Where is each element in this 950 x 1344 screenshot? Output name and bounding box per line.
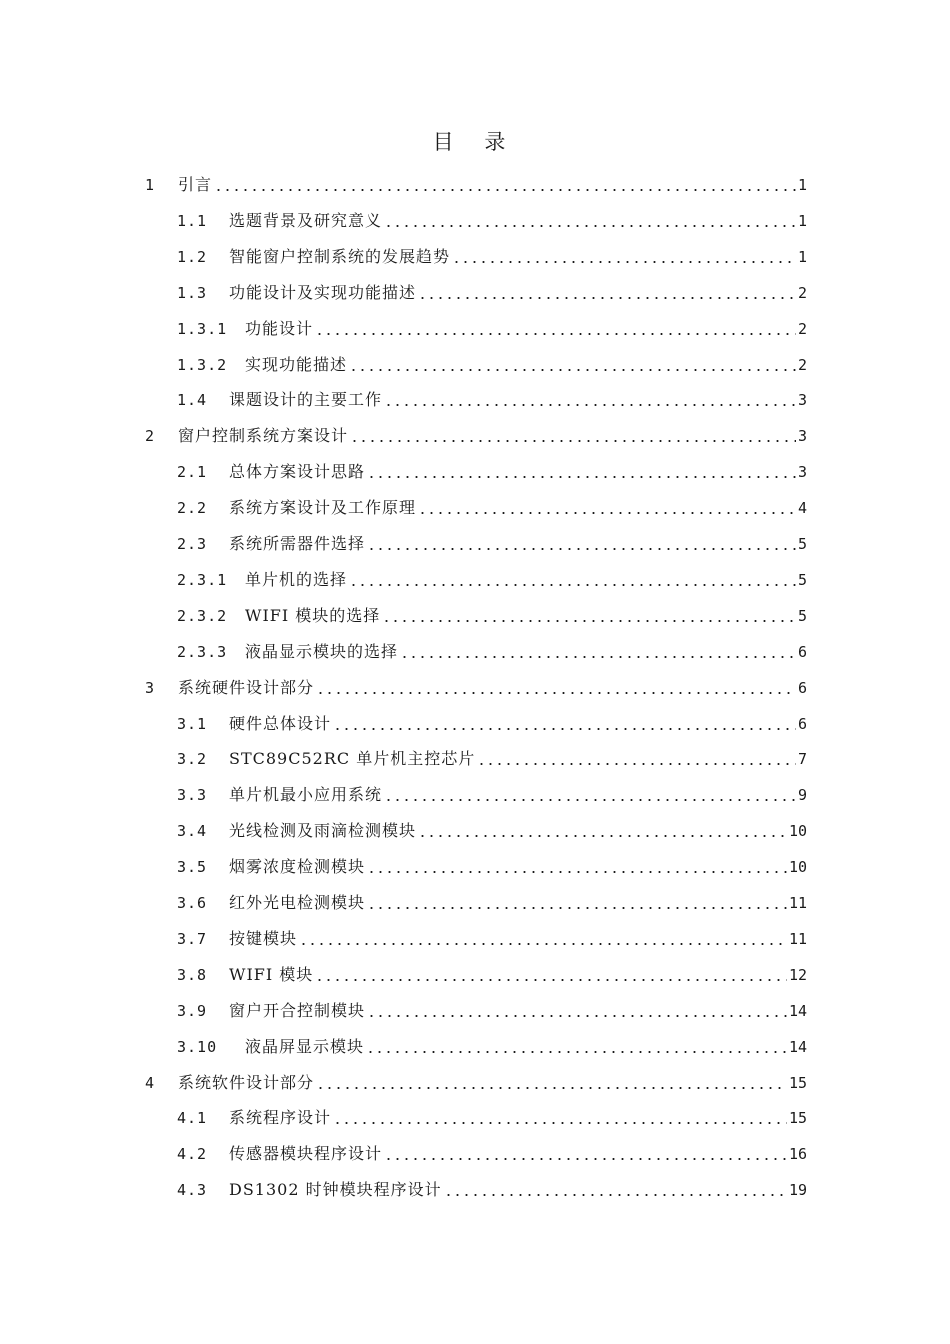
toc-dot-leader [452,260,796,264]
toc-dot-leader [316,691,796,695]
toc-entry-number: 2 [145,427,156,446]
toc-entry-title: 窗户控制系统方案设计 [178,426,349,446]
toc-dot-leader [384,1157,787,1161]
toc-entry-number: 1.4 [177,391,208,410]
toc-entry-page-number: 6 [797,642,807,661]
toc-entry-title: 硬件总体设计 [229,713,332,733]
toc-entry-title: 系统所需器件选择 [229,534,366,553]
toc-dot-leader [382,619,796,623]
toc-dot-leader [400,655,796,659]
toc-dot-leader [418,834,787,838]
toc-entry-page-number: 9 [797,786,807,805]
toc-entry-title: 引言 [178,175,213,194]
toc-entry[interactable] [177,489,807,519]
toc-entry-page-number: 15 [788,1109,807,1128]
toc-entry-number: 1.3 [177,283,208,302]
toc-entry-number: 3.7 [177,929,208,948]
toc-entry-page-number: 3 [797,391,807,410]
toc-entry-page-number: 10 [788,858,807,877]
toc-entry-title: 系统软件设计部分 [178,1072,315,1092]
toc-entry-title: 液晶屏显示模块 [245,1036,365,1056]
toc-entry[interactable] [177,920,807,950]
toc-entry-number: 2.3 [177,535,208,553]
toc-entry-number: 2.3.1 [177,570,228,589]
toc-entry-number: 3 [145,678,156,697]
toc-entry-page-number: 15 [788,1073,807,1092]
toc-dot-leader [418,296,796,300]
toc-dot-leader [350,439,796,443]
toc-entry[interactable] [177,202,807,232]
toc-entry[interactable] [177,1028,807,1058]
toc-entry-title: DS1302 时钟模块程序设计 [229,1180,442,1200]
toc-entry-title: WIFI 模块 [229,964,314,984]
toc-entry-number: 3.1 [177,714,208,733]
toc-entry[interactable] [177,705,807,735]
toc-entry-title: 智能窗户控制系统的发展趋势 [229,246,451,266]
toc-entry[interactable] [177,346,807,376]
toc-entry-title: 液晶显示模块的选择 [245,641,399,661]
toc-dot-leader [384,224,796,228]
toc-title: 目 录 [432,130,518,154]
toc-entry-number: 2.2 [177,499,208,518]
toc-dot-leader [349,368,796,372]
toc-entry-number: 3.8 [177,965,208,984]
toc-dot-leader [333,1121,787,1125]
toc-dot-leader [299,942,787,946]
toc-entry-number: 3.2 [177,750,208,769]
toc-dot-leader [384,798,796,802]
toc-dot-leader [333,727,796,731]
toc-entry-title: 总体方案设计思路 [229,462,366,482]
toc-entry-number: 3.4 [177,822,208,841]
toc-entry[interactable] [177,812,807,842]
toc-dot-leader [367,906,787,910]
toc-entry-title: 选题背景及研究意义 [229,210,383,230]
toc-dot-leader [418,511,796,515]
toc-entry-page-number: 6 [797,678,807,697]
toc-entry-number: 3.3 [177,786,208,805]
toc-entry[interactable] [177,1099,807,1129]
toc-entry-page-number: 7 [797,750,807,769]
toc-entry-page-number: 19 [788,1181,807,1200]
toc-entry-title: 功能设计及实现功能描述 [229,282,417,302]
toc-entry-page-number: 1 [797,247,807,266]
toc-entry-page-number: 11 [788,929,807,948]
toc-entry[interactable] [145,166,807,196]
toc-entry[interactable] [145,669,807,699]
toc-entry-page-number: 5 [797,535,807,553]
toc-entry-number: 1.3.1 [177,319,228,338]
toc-entry-page-number: 4 [797,499,807,518]
toc-entry-title: 红外光电检测模块 [229,893,366,912]
toc-entry-number: 1.1 [177,211,208,230]
toc-entry-number: 3.6 [177,894,208,912]
toc-dot-leader [366,1050,787,1054]
toc-entry-title: 功能设计 [245,318,314,338]
toc-entry-page-number: 12 [788,965,807,984]
toc-dot-leader [315,978,787,982]
toc-entry[interactable] [177,561,807,591]
toc-entry-number: 2.3.2 [177,606,228,625]
toc-entry-number: 4 [145,1073,156,1092]
toc-entry[interactable] [177,381,807,411]
toc-entry-page-number: 10 [788,822,807,841]
toc-entry[interactable] [177,238,807,268]
toc-dot-leader [367,547,796,551]
toc-dot-leader [444,1193,787,1197]
toc-entry-page-number: 5 [797,606,807,625]
toc-entry-title: WIFI 模块的选择 [245,605,381,625]
toc-entry-title: 系统程序设计 [229,1108,332,1128]
toc-entry-title: 单片机最小应用系统 [229,785,383,805]
toc-dot-leader [384,403,796,407]
toc-dot-leader [315,332,796,336]
toc-entry-page-number: 14 [788,1001,807,1020]
toc-entry-page-number: 11 [788,894,807,912]
toc-entry[interactable] [177,525,807,555]
toc-entry-number: 1 [145,176,156,194]
toc-entry-title: 光线检测及雨滴检测模块 [229,821,417,841]
toc-entry[interactable] [177,956,807,986]
toc-entry-title: 系统方案设计及工作原理 [229,498,417,518]
toc-dot-leader [367,1014,787,1018]
toc-dot-leader [349,583,796,587]
toc-entry[interactable] [145,1064,807,1094]
toc-entry[interactable] [177,740,807,770]
toc-entry-page-number: 2 [797,355,807,374]
toc-entry-title: STC89C52RC 单片机主控芯片 [229,749,476,769]
toc-dot-leader [367,475,796,479]
toc-entry-number: 1.3.2 [177,355,228,374]
toc-entry[interactable] [177,1171,807,1201]
toc-entry-number: 4.2 [177,1145,208,1164]
toc-entry[interactable] [177,633,807,663]
toc-entry-number: 2.3.3 [177,642,228,661]
toc-entry[interactable] [145,417,807,447]
toc-dot-leader [316,1086,787,1090]
toc-entry-title: 实现功能描述 [245,354,348,374]
toc-entry-title: 烟雾浓度检测模块 [229,857,366,877]
toc-entry-title: 系统硬件设计部分 [178,677,315,697]
toc-entry-title: 传感器模块程序设计 [229,1144,383,1164]
toc-entry-title: 窗户开合控制模块 [229,1000,366,1020]
toc-entry-number: 3.10 [177,1037,218,1056]
toc-entry-page-number: 1 [797,176,807,194]
toc-entry[interactable] [177,597,807,627]
toc-entry-number: 1.2 [177,247,208,266]
toc-entry-number: 2.1 [177,463,208,482]
toc-entry-page-number: 2 [797,319,807,338]
toc-entry-number: 4.1 [177,1109,208,1128]
toc-entry-page-number: 16 [788,1145,807,1164]
toc-entry-title: 按键模块 [229,928,298,948]
toc-entry-number: 3.5 [177,858,208,877]
toc-dot-leader [214,188,796,192]
toc-entry[interactable] [177,776,807,806]
toc-dot-leader [367,870,787,874]
toc-entry-page-number: 3 [797,463,807,482]
toc-dot-leader [477,762,796,766]
toc-entry-page-number: 6 [797,714,807,733]
toc-entry-title: 单片机的选择 [245,569,348,589]
toc-entry[interactable] [177,884,807,914]
toc-entry[interactable] [177,1135,807,1165]
toc-entry[interactable] [177,310,807,340]
toc-entry-page-number: 5 [797,570,807,589]
toc-entry[interactable] [177,274,807,304]
toc-entry-title: 课题设计的主要工作 [229,390,383,410]
toc-entry[interactable] [177,453,807,483]
toc-entry-number: 4.3 [177,1181,208,1200]
toc-entry[interactable] [177,992,807,1022]
toc-entry-page-number: 2 [797,283,807,302]
toc-entry-page-number: 14 [788,1037,807,1056]
toc-entry-page-number: 1 [797,211,807,230]
toc-entry-number: 3.9 [177,1001,208,1020]
toc-entry-page-number: 3 [797,427,807,446]
toc-entry[interactable] [177,848,807,878]
